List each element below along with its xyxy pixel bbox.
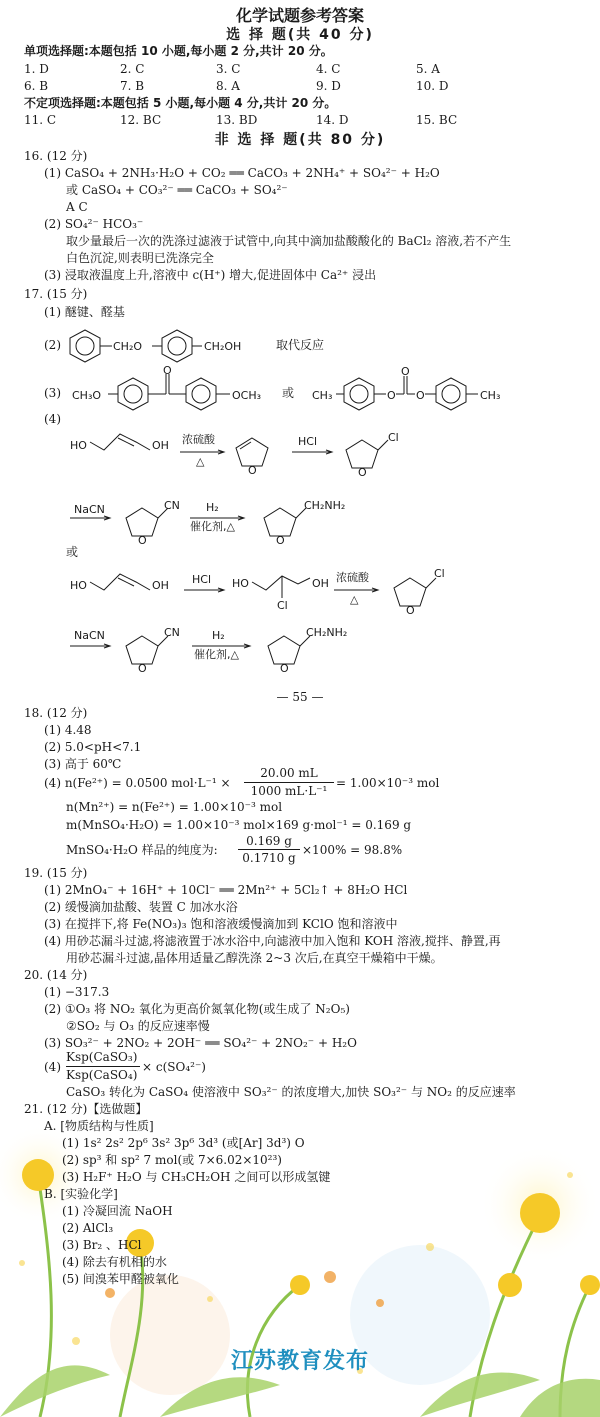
q17-3-o-2: O <box>401 365 410 378</box>
section-nonchoice-title: 非 选 择 题(共 80 分) <box>214 132 386 148</box>
q21-b-5: (5) 间溴苯甲醛被氧化 <box>62 1272 179 1286</box>
q21-heading: 21. (12 分)【选做题】 <box>24 1102 148 1116</box>
q18-line-4a: (4) n(Fe²⁺) = 0.0500 mol·L⁻¹ × <box>44 776 231 790</box>
r2-ring-o-1: O <box>406 604 415 617</box>
answer-11: 11. C <box>24 113 57 127</box>
q20-line-1: (1) −317.3 <box>44 985 110 999</box>
answer-6: 6. B <box>24 79 49 93</box>
single-choice-header: 单项选择题:本题包括 10 小题,每小题 2 分,共计 20 分。 <box>24 44 333 58</box>
r1-catalyst: 催化剂,△ <box>190 520 235 533</box>
q21-a-3: (3) H₂F⁺ H₂O 与 CH₃CH₂OH 之间可以形成氢键 <box>62 1170 331 1184</box>
q21-b-1: (1) 冷凝回流 NaOH <box>62 1204 173 1218</box>
multi-choice-header: 不定项选择题:本题包括 5 小题,每小题 4 分,共计 20 分。 <box>24 96 337 110</box>
q17-3-label: (3) <box>44 386 61 400</box>
q17-line-1: (1) 醚键、醛基 <box>44 305 125 319</box>
q18-line-5: n(Mn²⁺) = n(Fe²⁺) = 1.00×10⁻³ mol <box>66 800 283 814</box>
r2-cn: CN <box>164 626 180 639</box>
q18-line-2: (2) 5.0<pH<7.1 <box>44 740 142 754</box>
answer-14: 14. D <box>316 113 349 127</box>
q17-3-ch3-left: CH₃ <box>312 389 333 402</box>
q17-2-ch2o: CH₂O <box>113 340 143 353</box>
r1-heat: △ <box>196 455 205 468</box>
q16-line-1: (1) CaSO₄ + 2NH₃·H₂O + CO₂ ══ CaCO₃ + 2NH₄⁺ + SO₄²⁻ + H₂O <box>44 166 440 180</box>
r2-oh: OH <box>152 579 169 592</box>
q17-3-or: 或 <box>282 386 295 400</box>
q17-4-label: (4) <box>44 412 61 426</box>
q17-3-benzophenone <box>108 368 248 412</box>
q21-a-2: (2) sp³ 和 sp² 7 mol(或 7×6.02×10²³) <box>62 1153 282 1167</box>
section-choice-title: 选 择 题(共 40 分) <box>226 27 374 43</box>
q18-purity-bar <box>238 849 300 850</box>
r1-conc-h2so4: 浓硫酸 <box>182 433 215 446</box>
q21-b-2: (2) AlCl₃ <box>62 1221 114 1235</box>
q20-line-5-label: (4) <box>44 1060 61 1074</box>
q21-a-1: (1) 1s² 2s² 2p⁶ 3s² 3p⁶ 3d³ (或[Ar] 3d³) O <box>62 1136 305 1150</box>
r1-ring-o-4: O <box>276 534 285 547</box>
r1-nacn: NaCN <box>74 503 105 516</box>
r1-cl: Cl <box>388 431 399 444</box>
answer-9: 9. D <box>316 79 341 93</box>
q20-ksp-den: Ksp(CaSO₄) <box>66 1068 138 1082</box>
q16-line-6: 白色沉淀,则表明已洗涤完全 <box>66 251 214 265</box>
r2-conc-h2so4: 浓硫酸 <box>336 571 369 584</box>
q17-3-och3: OCH₃ <box>232 389 262 402</box>
q17-2-label: (2) <box>44 338 61 352</box>
answer-5: 5. A <box>416 62 440 76</box>
r2-ho-2: HO <box>232 577 249 590</box>
answer-3: 3. C <box>216 62 241 76</box>
answer-1: 1. D <box>24 62 49 76</box>
q20-line-6: CaSO₃ 转化为 CaSO₄ 使溶液中 SO₃²⁻ 的浓度增大,加快 SO₃²⁻ 与 NO₂ 的反应速率 <box>66 1085 516 1099</box>
answer-8: 8. A <box>216 79 240 93</box>
r1-ring-o-3: O <box>138 534 147 547</box>
q16-line-2: 或 CaSO₄ + CO₃²⁻ ══ CaCO₃ + SO₄²⁻ <box>66 183 288 197</box>
q17-heading: 17. (15 分) <box>24 287 88 301</box>
q20-line-4: (3) SO₃²⁻ + 2NO₂ + 2OH⁻ ══ SO₄²⁻ + 2NO₂⁻ + H₂O <box>44 1036 357 1050</box>
q18-purity-num: 0.169 g <box>246 834 292 848</box>
q20-heading: 20. (14 分) <box>24 968 88 982</box>
q18-line-7b: ×100% = 98.8% <box>302 843 403 857</box>
q21-b-3: (3) Br₂ 、HCl <box>62 1238 142 1252</box>
q17-3-o-1: O <box>387 389 396 402</box>
q18-line-7a: MnSO₄·H₂O 样品的纯度为: <box>66 843 218 857</box>
q17-3-ch3-right: CH₃ <box>480 389 501 402</box>
answer-4: 4. C <box>316 62 341 76</box>
r1-h2: H₂ <box>206 501 219 514</box>
q18-heading: 18. (12 分) <box>24 706 88 720</box>
q18-line-3: (3) 高于 60℃ <box>44 757 122 771</box>
r1-ho: HO <box>70 439 87 452</box>
q18-frac-num: 20.00 mL <box>260 766 318 780</box>
q20-ksp-num: Ksp(CaSO₃) <box>66 1050 138 1064</box>
q16-line-5: 取少量最后一次的洗涤过滤液于试管中,向其中滴加盐酸酸化的 BaCl₂ 溶液,若不产生 <box>66 234 512 248</box>
r1-chloro-thf <box>344 434 394 474</box>
r2-cl: Cl <box>277 599 288 612</box>
q16-line-3: A C <box>66 200 88 214</box>
r1-hcl: HCl <box>298 435 318 448</box>
r1-cn: CN <box>164 499 180 512</box>
q19-line-5: 用砂芯漏斗过滤,晶体用适量乙醇洗涤 2~3 次后,在真空干燥箱中干燥。 <box>66 951 443 965</box>
q17-4-or: 或 <box>66 545 79 559</box>
q18-line-6: m(MnSO₄·H₂O) = 1.00×10⁻³ mol×169 g·mol⁻¹ = 0.169 g <box>66 818 412 832</box>
answer-13: 13. BD <box>216 113 258 127</box>
r1-ch2nh2: CH₂NH₂ <box>304 499 346 512</box>
r2-arrow-3 <box>70 644 112 648</box>
q20-ksp-bar <box>66 1066 140 1067</box>
r2-cl-2: Cl <box>434 567 445 580</box>
r2-heat: △ <box>350 593 359 606</box>
r2-hcl: HCl <box>192 573 212 586</box>
q19-line-3: (3) 在搅拌下,将 Fe(NO₃)₃ 饱和溶液缓慢滴加到 KClO 饱和溶液中 <box>44 917 398 931</box>
r1-ring-o-2: O <box>358 466 367 479</box>
q20-line-5b: × c(SO₄²⁻) <box>142 1060 206 1074</box>
page-number: — 55 — <box>276 690 324 704</box>
q16-line-4: (2) SO₄²⁻ HCO₃⁻ <box>44 217 144 231</box>
answer-2: 2. C <box>120 62 145 76</box>
q17-3-carbonyl-o: O <box>163 364 172 377</box>
q18-frac-bar <box>244 782 334 783</box>
answer-12: 12. BC <box>120 113 162 127</box>
q17-2-reaction-type: 取代反应 <box>276 338 325 352</box>
r2-ring-o-2: O <box>138 662 147 675</box>
r1-oh: OH <box>152 439 169 452</box>
q21-b-4: (4) 除去有机相的水 <box>62 1255 167 1269</box>
q19-line-1: (1) 2MnO₄⁻ + 16H⁺ + 10Cl⁻ ══ 2Mn²⁺ + 5Cl₂↑ + 8H₂O HCl <box>44 883 408 897</box>
q21-a-title: A. [物质结构与性质] <box>44 1119 154 1133</box>
q18-line-1: (1) 4.48 <box>44 723 92 737</box>
answer-7: 7. B <box>120 79 145 93</box>
q20-line-2: (2) ①O₃ 将 NO₂ 氧化为更高价氮氧化物(或生成了 N₂O₅) <box>44 1002 350 1016</box>
q17-3-o-3: O <box>416 389 425 402</box>
q19-line-4: (4) 用砂芯漏斗过滤,将滤液置于冰水浴中,向滤液中加入饱和 KOH 溶液,搅拌、静置,再 <box>44 934 501 948</box>
page-title: 化学试题参考答案 <box>235 6 364 25</box>
q21-b-title: B. [实验化学] <box>44 1187 118 1201</box>
q18-frac-den: 1000 mL·L⁻¹ <box>250 784 328 798</box>
q19-line-2: (2) 缓慢滴加盐酸、装置 C 加冰水浴 <box>44 900 238 914</box>
q20-line-3: ②SO₂ 与 O₃ 的反应速率慢 <box>66 1019 210 1033</box>
r2-oh-2: OH <box>312 577 329 590</box>
q17-2-ch2oh: CH₂OH <box>204 340 242 353</box>
r2-nacn: NaCN <box>74 629 105 642</box>
answer-15: 15. BC <box>416 113 458 127</box>
q16-line-7: (3) 浸取液温度上升,溶液中 c(H⁺) 增大,促进固体中 Ca²⁺ 浸出 <box>44 268 377 282</box>
r2-ring-o-3: O <box>280 662 289 675</box>
r2-ho: HO <box>70 579 87 592</box>
answer-10: 10. D <box>416 79 449 93</box>
q19-heading: 19. (15 分) <box>24 866 88 880</box>
r2-catalyst: 催化剂,△ <box>194 648 239 661</box>
q18-line-4b: = 1.00×10⁻³ mol <box>336 776 440 790</box>
r1-arrow-2 <box>292 450 334 454</box>
watermark-logo: 江苏教育发布 <box>230 1349 369 1374</box>
r2-arrow-1 <box>184 588 226 592</box>
r1-arrow-3 <box>70 516 112 520</box>
q16-heading: 16. (12 分) <box>24 149 88 163</box>
r2-ch2nh2: CH₂NH₂ <box>306 626 348 639</box>
q18-purity-den: 0.1710 g <box>242 851 296 865</box>
r1-ring-o-1: O <box>248 464 257 477</box>
q17-3-ch3o: CH₃O <box>72 389 102 402</box>
r2-h2: H₂ <box>212 629 225 642</box>
